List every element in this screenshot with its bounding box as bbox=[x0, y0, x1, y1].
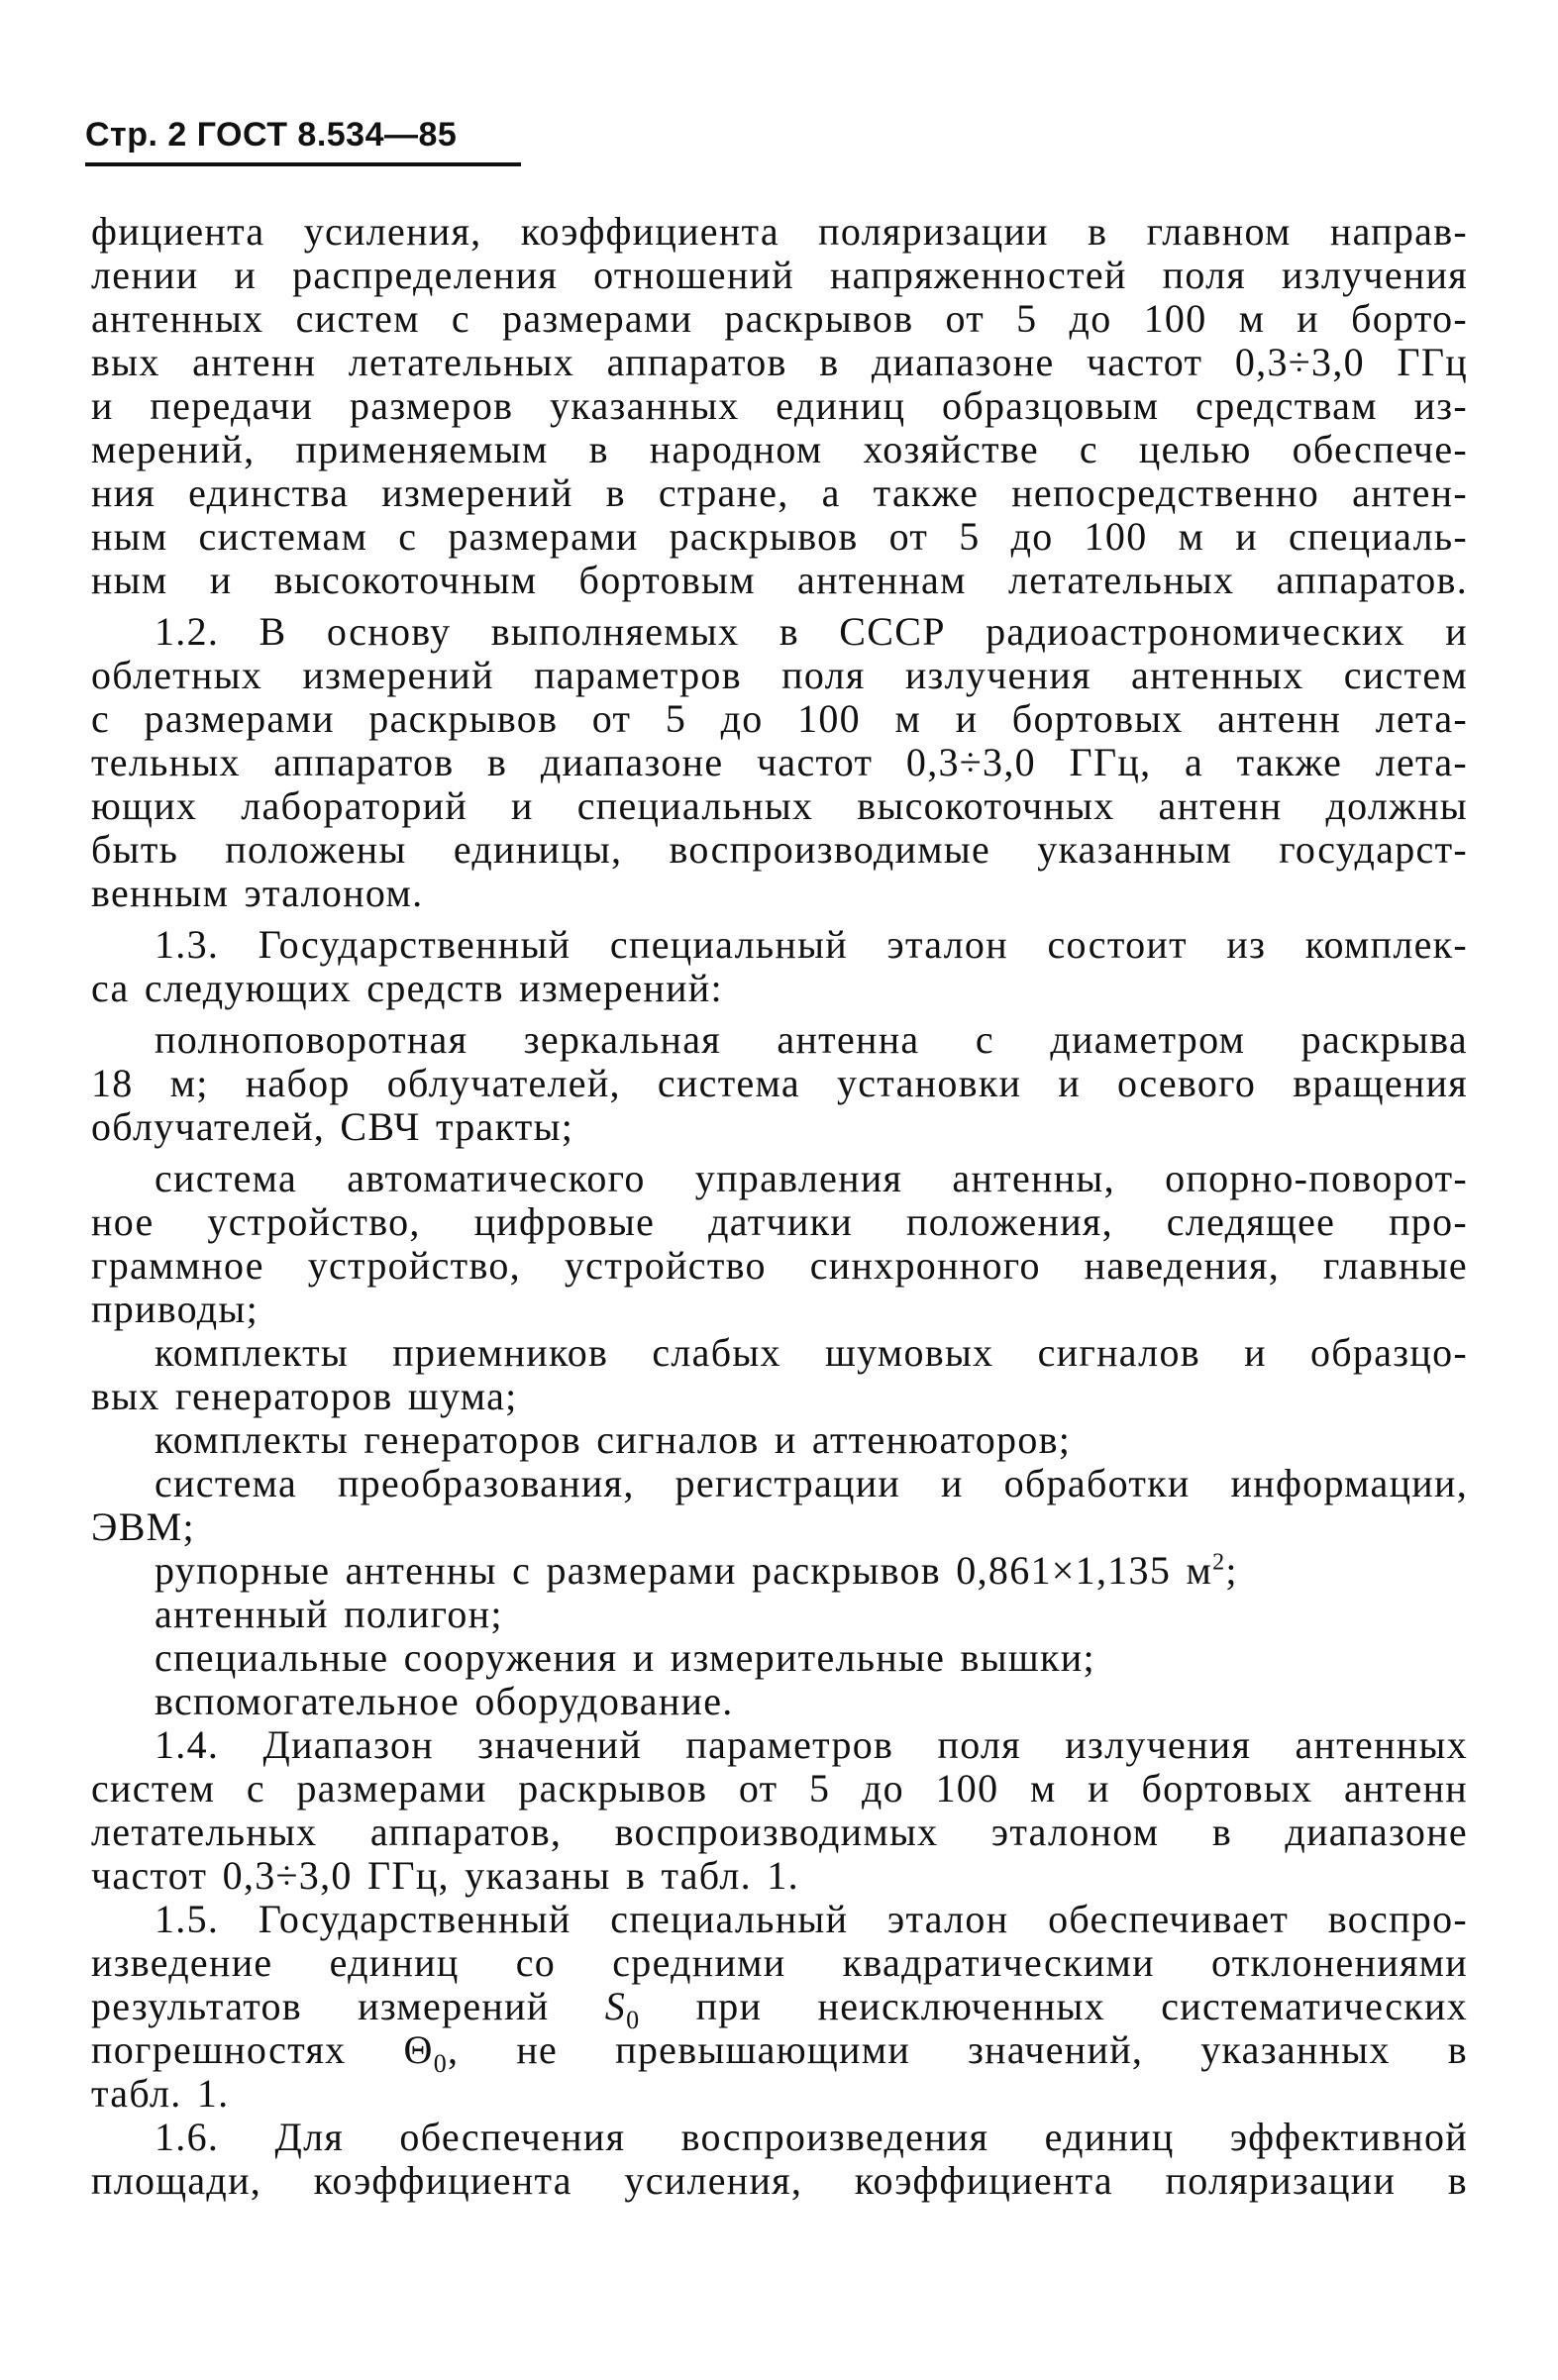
list-item-line: комплекты приемников слабых шумовых сигналов и образцо- bbox=[155, 1330, 1468, 1375]
text-line: ЭВМ; bbox=[91, 1504, 195, 1549]
text-line bbox=[91, 1984, 1468, 2034]
text-span: , не превышающими значений, указанных в bbox=[448, 2027, 1468, 2072]
text-line: изведение единиц со средними квадратическими отклонениями bbox=[91, 1940, 1468, 1985]
text-line: ющих лабораторий и специальных высокоточных антенн должны bbox=[91, 783, 1468, 828]
list-item-line: система автоматического управления антенны, опорно-поворот- bbox=[155, 1156, 1468, 1200]
superscript: 2 bbox=[1212, 1549, 1226, 1576]
list-item-line: полноповоротная зеркальная антенна с диаметром раскрыва bbox=[155, 1017, 1468, 1062]
text-line: облучателей, СВЧ тракты; bbox=[91, 1104, 574, 1149]
horn-antenna-text: рупорные антенны с размерами раскрывов 0,861×1,135 м bbox=[155, 1548, 1213, 1593]
text-line: вых антенн летательных аппаратов в диапазоне частот 0,3÷3,0 ГГц bbox=[91, 340, 1468, 384]
text-line: частот 0,3÷3,0 ГГц, указаны в табл. 1. bbox=[91, 1853, 799, 1898]
list-item-line: комплекты генераторов сигналов и аттенюаторов; bbox=[155, 1417, 1072, 1462]
text-line: быть положены единицы, воспроизводимые указанным государст- bbox=[91, 827, 1468, 872]
text-line: антенных систем с размерами раскрывов от 5 до 100 м и борто- bbox=[91, 296, 1468, 341]
text-line: 18 м; набор облучателей, система установки и осевого вращения bbox=[91, 1061, 1468, 1105]
text-line: ным системам с размерами раскрывов от 5 до 100 м и специаль- bbox=[91, 514, 1468, 559]
text-line: ния единства измерений в стране, а также непосредственно антен- bbox=[91, 470, 1468, 515]
list-item-line: система преобразования, регистрации и обработки информации, bbox=[155, 1461, 1468, 1505]
text-line: са следующих средств измерений: bbox=[91, 966, 723, 1010]
text-line: лении и распределения отношений напряженностей поля излучения bbox=[91, 253, 1468, 297]
running-head: Стр. 2 ГОСТ 8.534—85 bbox=[85, 116, 458, 154]
text-line: мерений, применяемым в народном хозяйстве с целью обеспече- bbox=[91, 427, 1468, 471]
text-line: венным эталоном. bbox=[91, 871, 424, 915]
paragraph-1-6-line: 1.6. Для обеспечения воспроизведения единиц эффективной bbox=[155, 2115, 1468, 2159]
text-line bbox=[91, 2027, 1468, 2078]
text-line: ное устройство, цифровые датчики положения, следящее про- bbox=[91, 1199, 1468, 1244]
paragraph-1-3-line: 1.3. Государственный специальный эталон состоит из комплек- bbox=[155, 922, 1468, 967]
text-line: табл. 1. bbox=[91, 2071, 230, 2116]
list-item-line: антенный полигон; bbox=[155, 1592, 503, 1636]
text-line: и передачи размеров указанных единиц образцовым средствам из- bbox=[91, 383, 1468, 428]
text-line: граммное устройство, устройство синхронного наведения, главные bbox=[91, 1243, 1468, 1288]
text-span: при неисключенных систематических bbox=[640, 1984, 1468, 2028]
text-span: результатов измерений bbox=[91, 1984, 605, 2028]
text-line: вых генераторов шума; bbox=[91, 1374, 518, 1418]
list-item-line: специальные сооружения и измерительные вышки; bbox=[155, 1635, 1095, 1680]
text-line: тельных аппаратов в диапазоне частот 0,3÷3,0 ГГц, а также лета- bbox=[91, 740, 1468, 784]
text-span: погрешностях Θ bbox=[91, 2027, 434, 2072]
list-item-line bbox=[91, 1549, 1468, 1593]
text-line: приводы; bbox=[91, 1287, 260, 1331]
paragraph-1-5-line: 1.5. Государственный специальный эталон обеспечивает воспро- bbox=[155, 1897, 1468, 1941]
text-line: фициента усиления, коэффициента поляризации в главном направ- bbox=[91, 209, 1468, 254]
paragraph-1-2-line: 1.2. В основу выполняемых в СССР радиоастрономических и bbox=[155, 609, 1468, 654]
list-item-line: вспомогательное оборудование. bbox=[155, 1679, 734, 1723]
body-text bbox=[91, 210, 1468, 2203]
symbol-s: S bbox=[604, 1984, 627, 2028]
text-line: летательных аппаратов, воспроизводимых эталоном в диапазоне bbox=[91, 1810, 1468, 1854]
text-line: ным и высокоточным бортовым антеннам летательных аппаратов. bbox=[91, 558, 1468, 602]
paragraph-1-4-line: 1.4. Диапазон значений параметров поля излучения антенных bbox=[155, 1722, 1468, 1767]
text-line: площади, коэффициента усиления, коэффициента поляризации в bbox=[91, 2158, 1468, 2203]
punctuation: ; bbox=[1225, 1548, 1238, 1593]
subscript: 0 bbox=[433, 2049, 449, 2078]
header-rule bbox=[85, 162, 521, 166]
subscript: 0 bbox=[626, 2006, 641, 2034]
text-line: с размерами раскрывов от 5 до 100 м и бортовых антенн лета- bbox=[91, 696, 1468, 741]
text-line: облетных измерений параметров поля излучения антенных систем bbox=[91, 653, 1468, 697]
text-line: систем с размерами раскрывов от 5 до 100 м и бортовых антенн bbox=[91, 1766, 1468, 1811]
